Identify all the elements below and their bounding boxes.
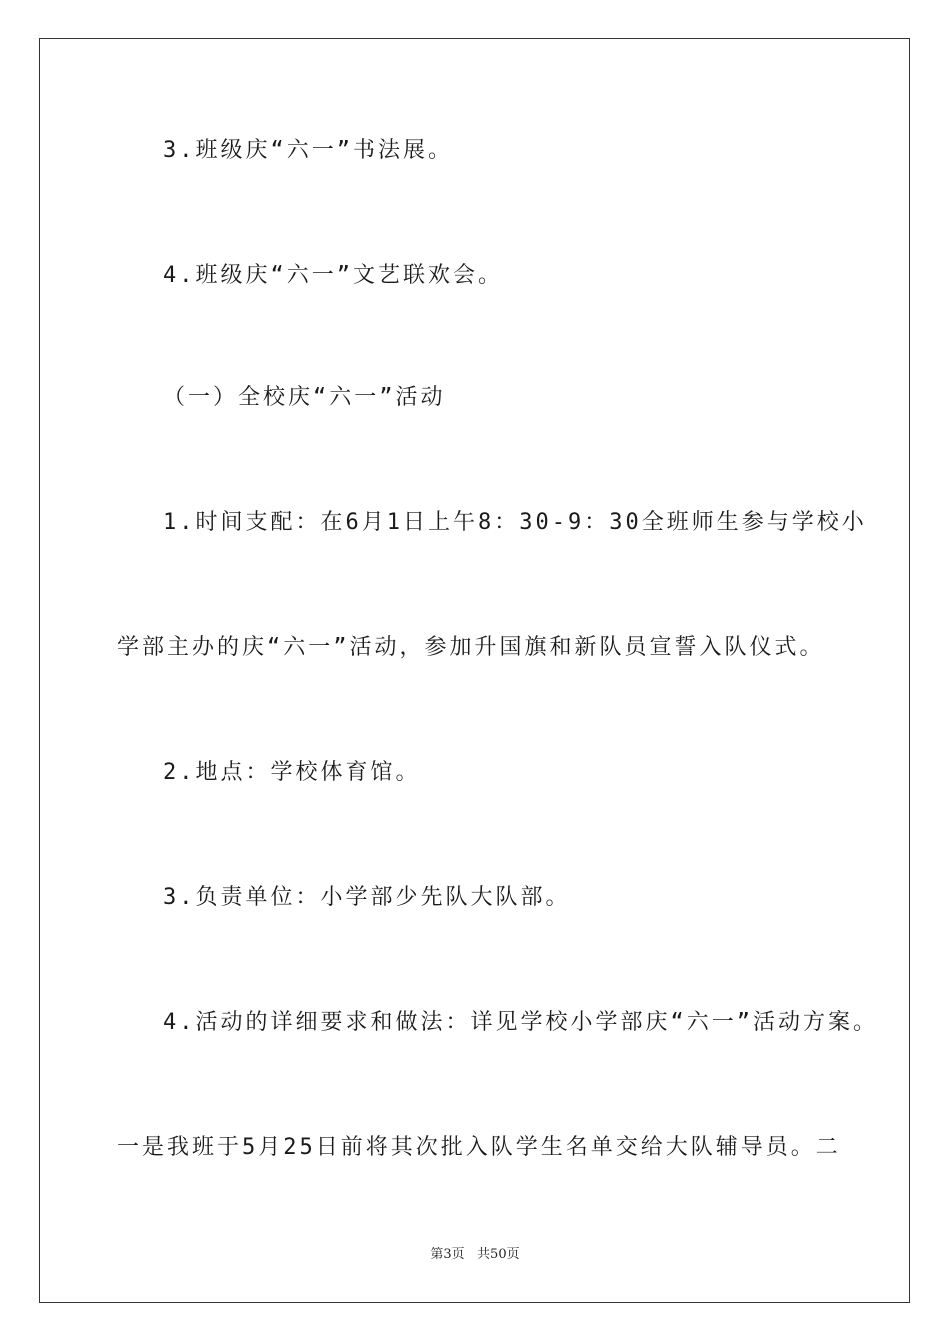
text-line-2: 4.班级庆“六一”文艺联欢会。 xyxy=(163,263,503,288)
text-line-7: 3.负责单位：小学部少先队大队部。 xyxy=(163,885,571,910)
text-line-6: 2.地点：学校体育馆。 xyxy=(163,760,421,785)
text-line-5: 学部主办的庆“六一”活动，参加升国旗和新队员宣誓入队仪式。 xyxy=(117,635,825,660)
text-line-4: 1.时间支配：在6月1日上午8：30-9：30全班师生参与学校小 xyxy=(163,510,867,535)
text-line-8: 4.活动的详细要求和做法：详见学校小学部庆“六一”活动方案。 xyxy=(163,1010,878,1035)
text-line-9: 一是我班于5月25日前将其次批入队学生名单交给大队辅导员。二 xyxy=(117,1135,841,1160)
page-footer: 第3页 共50页 xyxy=(430,1247,520,1262)
text-line-1: 3.班级庆“六一”书法展。 xyxy=(163,138,453,163)
page-frame xyxy=(39,38,910,1303)
section-heading: （一）全校庆“六一”活动 xyxy=(163,385,446,410)
